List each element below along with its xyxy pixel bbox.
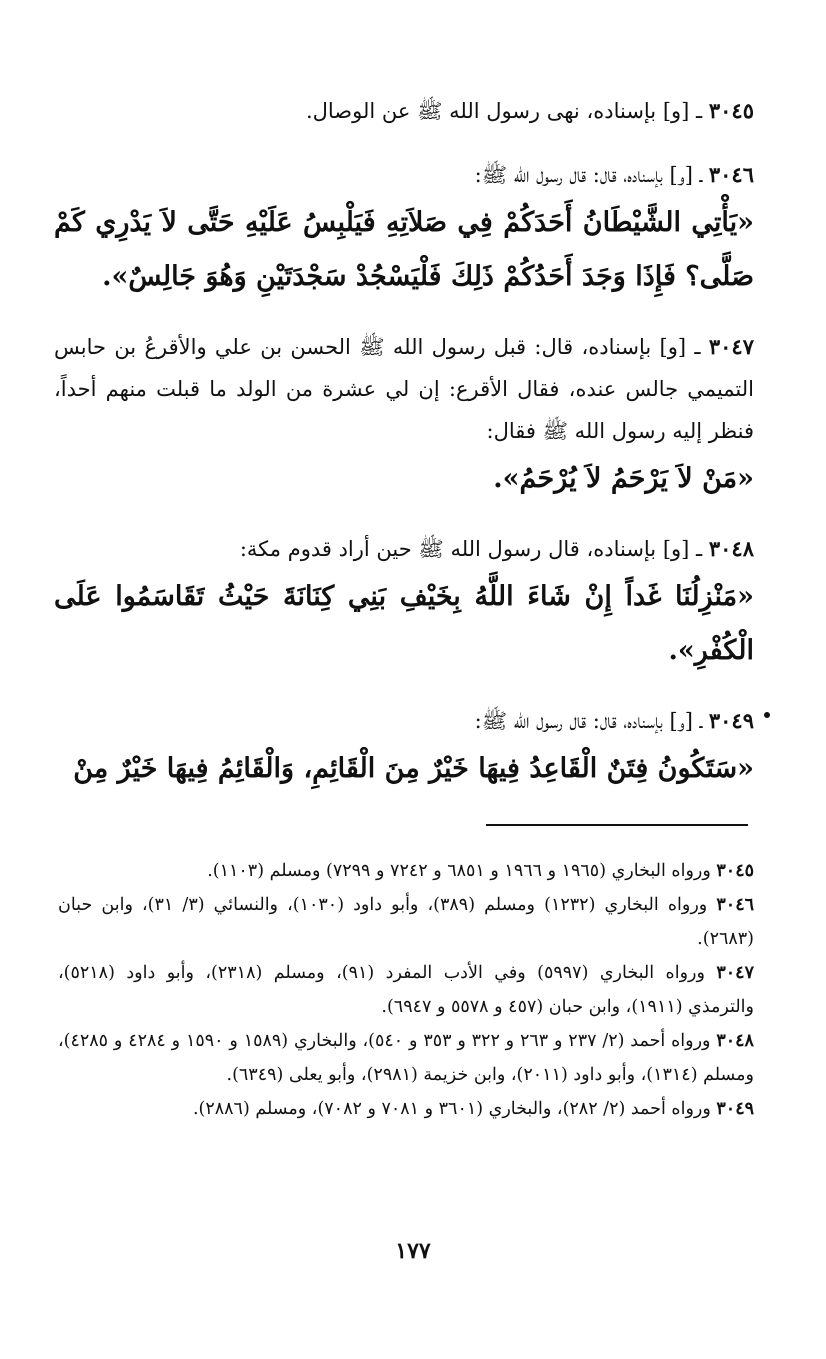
footnote-number: ٣٠٤٨: [716, 1031, 754, 1051]
hadith-matn: «مَنْ لاَ يَرْحَمُ لاَ يُرْحَمُ».: [493, 463, 754, 494]
hadith-intro: [54, 154, 754, 196]
hadith-intro-text: [و] بإسناده، قال: قال رسول الله ﷺ:: [474, 709, 693, 733]
footnote: [58, 888, 754, 956]
footnote-number: ٣٠٤٧: [716, 963, 754, 983]
hadith-3045: [54, 90, 754, 132]
margin-dot: [764, 712, 770, 718]
hadith-dash: ـ: [689, 537, 709, 561]
hadith-matn: «مَنْزِلُنَا غَداً إِنْ شَاءَ اللَّهُ بِخَيْفِ بَنِي كِنَانَةَ حَيْثُ تَقَاسَمُوا عَلَى الْكُفْرِ».: [54, 581, 754, 666]
hadith-dash: ـ: [692, 709, 709, 733]
footnote-text: ورواه أحمد (٢/ ٢٣٧ و ٢٦٣ و ٣٢٢ و ٣٥٣ و ٥٤٠)، والبخاري (١٥٨٩ و ١٥٩٠ و ٤٢٨٤ و ٤٢٨٥)، ومسلم (١٣١٤)، وأبو داود (٢٠١١)، وابن خزيمة (٢٩٨١)، وأبو يعلى (٦٣٤٩).: [58, 1031, 754, 1085]
hadith-3046: [54, 154, 754, 304]
footnote: [58, 956, 754, 1024]
footnote-separator: [486, 824, 748, 826]
hadith-matn: «يَأْتِي الشَّيْطَانُ أَحَدَكُمْ فِي صَلاَتِهِ فَيَلْبِسُ عَلَيْهِ حَتَّى لاَ يَدْرِي كَمْ صَلَّى؟ فَإِذَا وَجَدَ أَحَدُكُمْ ذَلِكَ فَلْيَسْجُدْ سَجْدَتَيْنِ وَهُوَ جَالِسٌ».: [54, 207, 754, 292]
hadith-number: ٣٠٤٩: [708, 708, 754, 733]
footnote-text: ورواه البخاري (١٩٦٥ و ١٩٦٦ و ٦٨٥١ و ٧٢٤٢ و ٧٢٩٩) ومسلم (١١٠٣).: [207, 861, 711, 881]
footnote-number: ٣٠٤٦: [716, 895, 754, 915]
footnote-number: ٣٠٤٥: [716, 861, 754, 881]
hadith-intro: [54, 528, 754, 570]
page-number: ١٧٧: [395, 1238, 431, 1264]
hadith-dash: ـ: [689, 99, 709, 123]
footnote-text: ورواه أحمد (٢/ ٢٨٢)، والبخاري (٣٦٠١ و ٧٠٨١ و ٧٠٨٢)، ومسلم (٢٨٨٦).: [192, 1099, 711, 1119]
hadith-dash: ـ: [692, 163, 709, 187]
hadith-intro: [54, 90, 754, 132]
hadith-number: ٣٠٤٨: [708, 536, 754, 561]
hadith-3048: [54, 528, 754, 678]
hadith-3049: [54, 700, 754, 796]
footnote-text: ورواه البخاري (١٢٣٢) ومسلم (٣٨٩)، وأبو داود (١٠٣٠)، والنسائي (٣/ ٣١)، وابن حبان (٢٦٨٣).: [58, 895, 754, 949]
hadith-intro: [54, 326, 754, 452]
hadith-intro-text: [و] بإسناده، قال: قال رسول الله ﷺ:: [474, 163, 693, 187]
hadith-number: ٣٠٤٧: [708, 334, 754, 359]
hadith-intro-text: [و] بإسناده، قال رسول الله ﷺ حين أراد قدوم مكة:: [239, 537, 690, 561]
footnote-number: ٣٠٤٩: [716, 1099, 754, 1119]
hadith-matn: «سَتَكُونُ فِتَنٌ الْقَاعِدُ فِيهَا خَيْرٌ مِنَ الْقَائِمِ، وَالْقَائِمُ فِيهَا خَيْرٌ مِنْ: [73, 753, 754, 784]
hadith-intro: [54, 700, 754, 742]
hadith-3047: [54, 326, 754, 506]
footnotes: [58, 854, 754, 1126]
hadith-number: ٣٠٤٥: [708, 98, 754, 123]
footnote: [58, 1092, 754, 1126]
hadith-dash: ـ: [686, 335, 709, 359]
footnote: [58, 1024, 754, 1092]
footnote-text: ورواه البخاري (٥٩٩٧) وفي الأدب المفرد (٩١)، ومسلم (٢٣١٨)، وأبو داود (٥٢١٨)، والترمذي (١٩١١)، وابن حبان (٤٥٧ و ٥٥٧٨ و ٦٩٤٧).: [58, 963, 754, 1017]
main-text: [54, 90, 754, 818]
footnote: [58, 854, 754, 888]
hadith-intro-text: [و] بإسناده، نهى رسول الله ﷺ عن الوصال.: [305, 99, 690, 123]
hadith-intro-text: [و] بإسناده، قال: قبل رسول الله ﷺ الحسن بن علي والأقرعُ بن حابس التميمي جالس عنده، فقال الأقرع: إن لي عشرة من الولد ما قبلت منهم أحداً، فنظر إليه رسول الله ﷺ فقال:: [54, 335, 754, 443]
hadith-number: ٣٠٤٦: [708, 162, 754, 187]
